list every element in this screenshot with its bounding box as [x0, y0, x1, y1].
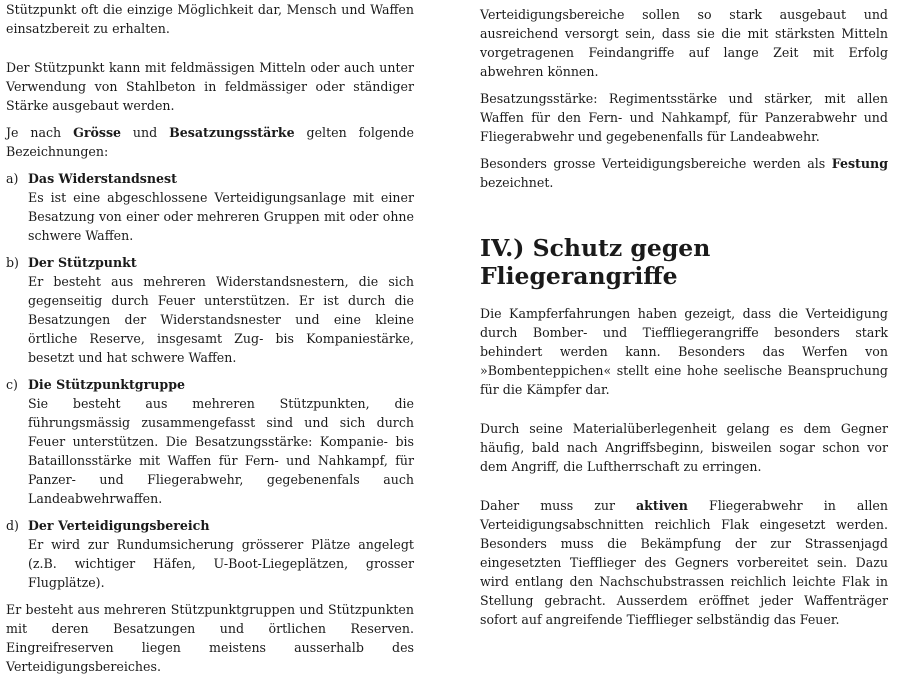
text-span: Fliegerabwehr in allen Verteidigungsabschnitten reichlich Flak eingesetzt werden. Besonders muss die Bekämpfung der zur Strassenjagd eingesetzten Tiefflieger des Gegners vorbereitet sein. Dazu wird entlang den Nachschubstrassen reichlich leichte Flak in Stellung gebracht. Ausserdem eröffnet jeder Waffenträger sofort auf angreifende Tiefflieger selbständig das Feuer.	[480, 498, 888, 627]
text-span: und	[121, 125, 170, 140]
list-item-title: Der Verteidigungsbereich	[28, 518, 210, 533]
left-paragraph-4: Er besteht aus mehreren Stützpunktgruppen und Stützpunkten mit deren Besatzungen und örtlichen Reserven. Eingreifreserven liegen meistens ausserhalb des Verteidigungsbereiches.	[6, 602, 414, 674]
list-item-text: Sie besteht aus mehreren Stützpunkten, die führungsmässig zusammengefasst sind und sich durch Feuer unterstützen. Die Besatzungsstärke: Kompanie- bis Bataillonsstärke mit Waffen für Fern- und Nahkampf, für Panzer- und Fliegerabwehr, gegebenenfals auch Landeabwehrwaffen.	[28, 396, 414, 506]
list-item-d	[6, 516, 414, 592]
text-span: bezeichnet.	[480, 175, 554, 190]
left-column	[6, 0, 414, 676]
list-item-text: Er besteht aus mehreren Widerstandsnestern, die sich gegenseitig durch Feuer unterstützen. Er ist durch die Besatzungen der Widerstandsnester und eine kleine örtliche Reserve, insgesamt Zug- bis Kompaniestärke, besetzt und hat schwere Waffen.	[28, 274, 414, 365]
bold-term-festung: Festung	[831, 156, 888, 171]
right-column	[480, 0, 888, 629]
list-item-label: c)	[6, 377, 18, 392]
list-item-c	[6, 375, 414, 508]
left-paragraph-3	[6, 123, 414, 161]
section-heading: IV.) Schutz gegen Fliegerangriffe	[480, 234, 711, 290]
list-item-title: Das Widerstandsnest	[28, 171, 177, 186]
text-span: Je nach	[6, 125, 74, 140]
list-item-title: Die Stützpunktgruppe	[28, 377, 186, 392]
right-paragraph-4: Die Kampferfahrungen haben gezeigt, dass die Verteidigung durch Bomber- und Tieffliegerangriffe besonders stark behindert werden kann. Besonders das Werfen von »Bombenteppichen« stellt eine hohe seelische Beanspruchung für die Kämpfer dar.	[480, 306, 888, 397]
right-paragraph-3	[480, 154, 888, 192]
list-item-label: a)	[6, 171, 19, 186]
list-item-b	[6, 253, 414, 367]
left-paragraph-2: Der Stützpunkt kann mit feldmässigen Mitteln oder auch unter Verwendung von Stahlbeton in feldmässiger oder ständiger Stärke ausgebaut werden.	[6, 60, 414, 113]
list-item-text: Es ist eine abgeschlossene Verteidigungsanlage mit einer Besatzung von einer oder mehreren Gruppen mit oder ohne schwere Waffen.	[28, 190, 414, 243]
bold-term-aktiven: aktiven	[635, 498, 688, 513]
bold-term-besatzungsstaerke: Besatzungsstärke	[169, 125, 295, 140]
list-item-label: d)	[6, 518, 19, 533]
list-item-text: Er wird zur Rundumsicherung grösserer Plätze angelegt (z.B. wichtiger Häfen, U-Boot-Liegeplätzen, grosser Flugplätze).	[28, 537, 414, 590]
list-item-label: b)	[6, 255, 19, 270]
list-item-a	[6, 169, 414, 245]
right-paragraph-2: Besatzungsstärke: Regimentsstärke und stärker, mit allen Waffen für den Fern- und Nahkampf, für Panzerabwehr und Fliegerabwehr und gegebenenfalls für Landeabwehr.	[480, 91, 888, 144]
right-paragraph-5: Durch seine Materialüberlegenheit gelang es dem Gegner häufig, bald nach Angriffsbeginn, bisweilen sogar schon vor dem Angriff, die Luftherrschaft zu erringen.	[480, 421, 888, 474]
text-span: Daher muss zur	[480, 498, 636, 513]
left-paragraph-1: Stützpunkt oft die einzige Möglichkeit dar, Mensch und Waffen einsatzbereit zu erhalten.	[6, 2, 414, 36]
right-paragraph-6	[480, 496, 888, 629]
right-paragraph-1: Verteidigungsbereiche sollen so stark ausgebaut und ausreichend versorgt sein, dass sie die mit stärksten Mitteln vorgetragenen Feindangriffe auf lange Zeit mit Erfolg abwehren können.	[480, 7, 888, 79]
text-span: Besonders grosse Verteidigungsbereiche werden als	[480, 156, 832, 171]
bold-term-groesse: Grösse	[73, 125, 122, 140]
text-span: gelten folgende Bezeichnungen:	[6, 125, 414, 159]
list-item-title: Der Stützpunkt	[28, 255, 137, 270]
